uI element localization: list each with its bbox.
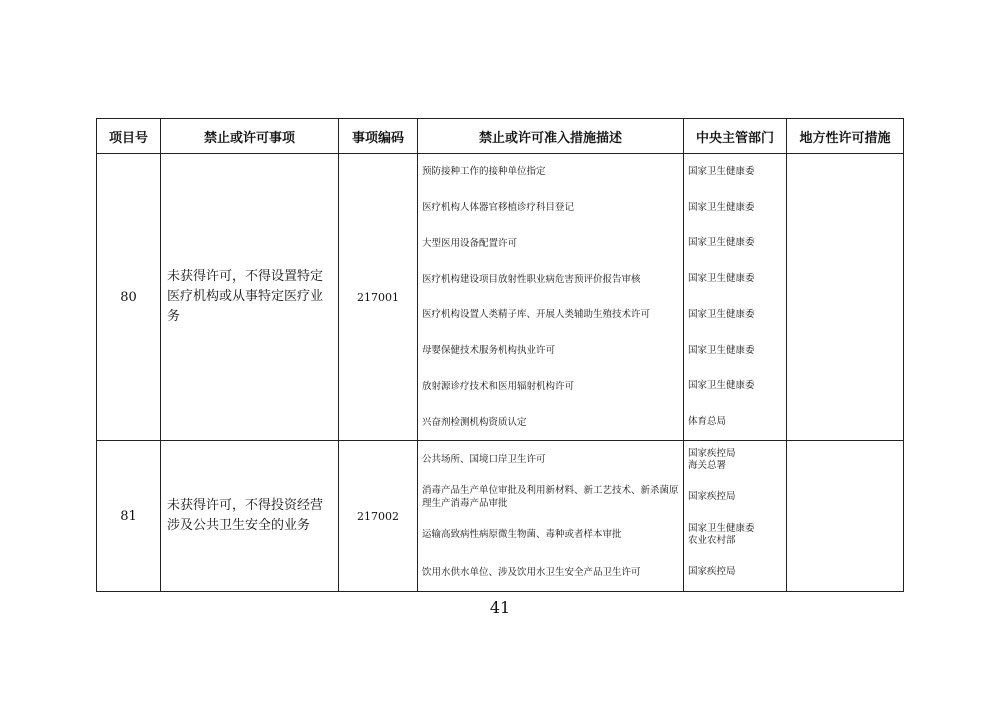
department-name: 国家卫生健康委 <box>688 380 755 392</box>
measure-description: 放射源诊疗技术和医用辐射机构许可 <box>422 380 575 392</box>
department-name: 国家卫生健康委 <box>688 165 755 177</box>
measure-description: 消毒产品生产单位审批及利用新材料、新工艺技术、新杀菌原理生产消毒产品审批 <box>422 485 679 510</box>
header-item-name: 禁止或许可事项 <box>161 119 339 154</box>
department-name: 体育总局 <box>688 416 727 428</box>
measure-description: 医疗机构设置人类精子库、开展人类辅助生殖技术许可 <box>422 309 651 321</box>
measure-description: 母婴保健技术服务机构执业许可 <box>422 345 556 357</box>
header-measure-description: 禁止或许可准入措施描述 <box>418 119 684 154</box>
header-central-department: 中央主管部门 <box>684 119 787 154</box>
row-item: 未获得许可，不得投资经营涉及公共卫生安全的业务 <box>161 441 339 592</box>
measure-description: 公共场所、国境口岸卫生许可 <box>422 454 546 466</box>
row-code: 217001 <box>339 154 418 441</box>
measure-list <box>418 441 684 592</box>
row-number: 80 <box>97 154 161 441</box>
row-item: 未获得许可，不得设置特定医疗机构或从事特定医疗业务 <box>161 154 339 441</box>
header-local-measures: 地方性许可措施 <box>787 119 904 154</box>
measure-description: 预防接种工作的接种单位指定 <box>422 166 546 178</box>
local-measure-cell <box>787 441 904 592</box>
department-list <box>684 154 787 441</box>
department-list <box>684 441 787 592</box>
department-name: 国家疾控局 海关总署 <box>688 447 736 471</box>
department-name: 国家卫生健康委 <box>688 344 755 356</box>
table-row <box>97 441 904 592</box>
measure-description: 大型医用设备配置许可 <box>422 237 518 249</box>
measure-description: 饮用水供水单位、涉及饮用水卫生安全产品卫生许可 <box>422 566 641 578</box>
page-number: 41 <box>489 598 511 617</box>
measure-description: 医疗机构人体器官移植诊疗科目登记 <box>422 202 575 214</box>
department-name: 国家卫生健康委 农业农村部 <box>688 522 755 546</box>
department-name: 国家卫生健康委 <box>688 273 755 285</box>
department-name: 国家疾控局 <box>688 491 736 503</box>
table-row <box>97 154 904 441</box>
department-name: 国家疾控局 <box>688 566 736 578</box>
local-measure-cell <box>787 154 904 441</box>
department-name: 国家卫生健康委 <box>688 237 755 249</box>
measure-description: 运输高致病性病原微生物菌、毒种或者样本审批 <box>422 529 622 541</box>
measure-list <box>418 154 684 441</box>
department-name: 国家卫生健康委 <box>688 308 755 320</box>
measure-description: 兴奋剂检测机构资质认定 <box>422 416 527 428</box>
market-access-table <box>96 118 904 592</box>
header-item-number: 项目号 <box>97 119 161 154</box>
department-name: 国家卫生健康委 <box>688 201 755 213</box>
header-item-code: 事项编码 <box>339 119 418 154</box>
measure-description: 医疗机构建设项目放射性职业病危害预评价报告审核 <box>422 273 641 285</box>
table-header-row <box>97 119 904 154</box>
row-code: 217002 <box>339 441 418 592</box>
row-number: 81 <box>97 441 161 592</box>
